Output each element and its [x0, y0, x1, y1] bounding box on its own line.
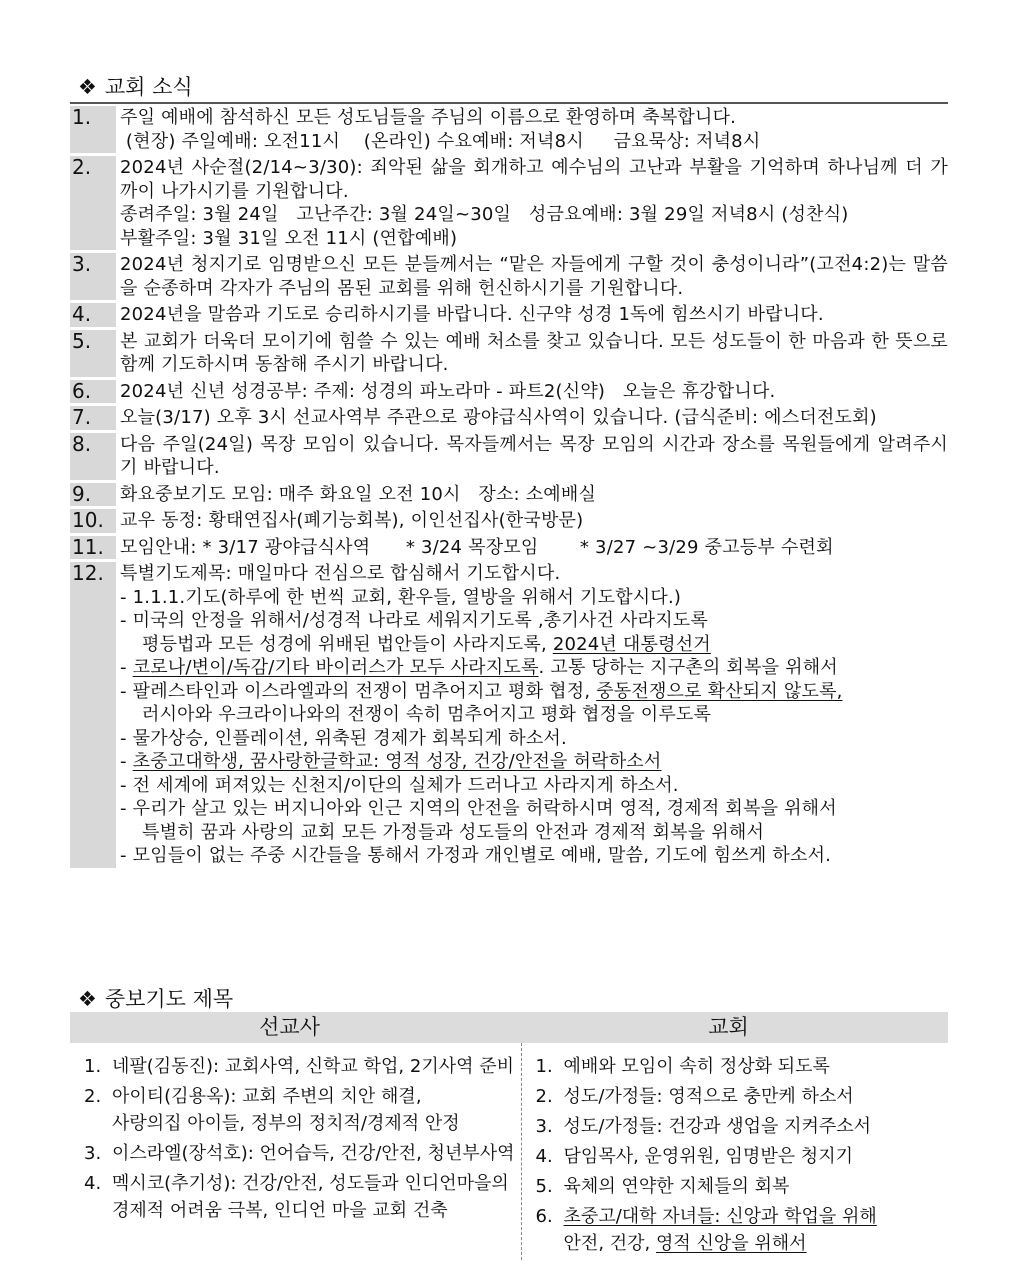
news-section-title: ❖ 교회 소식	[78, 75, 193, 99]
item-number: 5.	[70, 330, 116, 377]
item-text: 주일 예배에 참석하신 모든 성도님들을 주님의 이름으로 환영하며 축복합니다.	[120, 107, 737, 128]
item-text: 다음 주일(24일) 목장 모임이 있습니다. 목자들께서는 목장 모임의 시간과 장소를 목원들에게 알려주시기 바랍니다.	[120, 433, 948, 478]
prayer-line: - 물가상승, 인플레이션, 위축된 경제가 회복되게 하소서.	[120, 727, 567, 749]
prayer-line: - 팔레스타인과 이스라엘과의 전쟁이 멈추어지고 평화 협정, 중동전쟁으로 확산되지 않도록,	[120, 680, 843, 702]
church-column-header: 교회	[708, 1015, 749, 1039]
item-text: 2024년 청지기로 임명받으신 모든 분들께서는 “맡은 자들에게 구할 것이 충성이니라”(고전4:2)는 말씀을 순종하며 각자가 주님의 몸된 교회를 위해 헌신하시기를 기원합니다.	[120, 254, 948, 299]
news-list	[70, 106, 948, 868]
prayer-line: - 우리가 살고 있는 버지니아와 인근 지역의 안전을 허락하시며 영적, 경제적 회복을 위해서	[120, 798, 837, 819]
news-item	[70, 106, 948, 153]
item-text: 2024년을 말씀과 기도로 승리하시기를 바랍니다. 신구약 성경 1독에 힘쓰시기 바랍니다.	[120, 304, 824, 325]
item-number: 9.	[70, 483, 116, 507]
item-text: 종려주일: 3월 24일 고난주간: 3월 24일~30일 성금요예배: 3월 29일 저녁8시 (성찬식)	[120, 204, 849, 225]
list-item: 2. 아이티(김용옥): 교회 주변의 치안 해결, 사랑의집 아이들, 정부의 정치적/경제적 안정	[84, 1086, 460, 1134]
prayer-line: 러시아와 우크라이나와의 전쟁이 속히 멈추어지고 평화 협정을 이루도록	[142, 704, 712, 725]
news-item	[70, 506, 948, 533]
item-number: 11.	[70, 536, 116, 560]
prayer-table-header	[70, 1012, 948, 1043]
item-number: 6.	[70, 380, 116, 404]
missionary-column-header: 선교사	[259, 1015, 320, 1039]
prayer-line: - 전 세계에 퍼져있는 신천지/이단의 실체가 드러나고 사라지게 하소서.	[120, 774, 679, 796]
church-prayer-list	[522, 1043, 948, 1260]
news-item	[70, 250, 948, 300]
prayer-line: - 모임들이 없는 주중 시간들을 통해서 가정과 개인별로 예배, 말씀, 기도에 힘쓰게 하소서.	[120, 845, 832, 866]
item-number: 4.	[70, 303, 116, 327]
missionary-prayer-list	[70, 1043, 522, 1260]
diamond-bullet-icon: ❖	[78, 987, 97, 1011]
item-text: 교우 동정: 황태연집사(폐기능회복), 이인선집사(한국방문)	[120, 510, 584, 531]
list-item: 3. 이스라엘(장석호): 언어습득, 건강/안전, 청년부사역	[84, 1143, 515, 1164]
item-number: 8.	[70, 433, 116, 480]
item-text: 2024년 신년 성경공부: 주제: 성경의 파노라마 - 파트2(신약) 오늘은 휴강합니다.	[120, 380, 776, 402]
list-item: 2. 성도/가정들: 영적으로 충만케 하소서	[535, 1086, 854, 1107]
item-number: 3.	[70, 253, 116, 300]
prayer-line: - 1.1.1.기도(하루에 한 번씩 교회, 환우들, 열방을 위해서 기도합시다.)	[120, 586, 682, 608]
prayer-line: - 코로나/변이/독감/기타 바이러스가 모두 사라지도록. 고통 당하는 지구촌의 회복을 위해서	[120, 657, 838, 678]
item-number: 1.	[70, 106, 116, 153]
prayer-line: - 초중고대학생, 꿈사랑한글학교: 영적 성장, 건강/안전을 허락하소서	[120, 751, 662, 772]
news-item	[70, 430, 948, 480]
diamond-bullet-icon: ❖	[78, 75, 97, 99]
news-item	[70, 327, 948, 377]
item-text: 특별기도제목: 매일마다 전심으로 합심해서 기도합시다.	[120, 563, 561, 584]
list-item: 1. 예배와 모임이 속히 정상화 되도록	[535, 1056, 830, 1077]
news-item	[70, 300, 948, 327]
item-number: 7.	[70, 406, 116, 430]
list-item: 6. 초중고/대학 자녀들: 신앙과 학업을 위해 안전, 건강, 영적 신앙을 위해서	[535, 1206, 877, 1254]
list-item: 3. 성도/가정들: 건강과 생업을 지켜주소서	[535, 1116, 872, 1137]
item-text: 화요중보기도 모임: 매주 화요일 오전 10시 장소: 소예배실	[120, 483, 597, 505]
item-text: 본 교회가 더욱더 모이기에 힘쓸 수 있는 예배 처소를 찾고 있습니다. 모든 성도들이 한 마음과 한 뜻으로 함께 기도하시며 동참해 주시기 바랍니다.	[120, 330, 948, 375]
news-item	[70, 480, 948, 507]
item-text: 2024년 사순절(2/14~3/30): 죄악된 삶을 회개하고 예수님의 고난과 부활을 기억하며 하나님께 더 가까이 나가시기를 기원합니다.	[120, 157, 948, 202]
prayer-table	[70, 1012, 948, 1260]
list-item: 4. 멕시코(추기성): 건강/안전, 성도들과 인디언마을의 경제적 어려움 극복, 인디언 마을 교회 건축	[84, 1173, 509, 1221]
prayer-line: 특별히 꿈과 사랑의 교회 모든 가정들과 성도들의 안전과 경제적 회복을 위해서	[142, 821, 765, 843]
list-item: 4. 담임목사, 운영위원, 임명받은 청지기	[535, 1146, 853, 1167]
section-divider	[70, 102, 948, 104]
news-item	[70, 153, 948, 250]
list-item: 5. 육체의 연약한 지체들의 회복	[535, 1176, 790, 1197]
item-text: 부활주일: 3월 31일 오전 11시 (연합예배)	[120, 227, 458, 249]
list-item: 1. 네팔(김동진): 교회사역, 신학교 학업, 2기사역 준비	[84, 1056, 514, 1077]
item-text: 모임안내: * 3/17 광야급식사역 * 3/24 목장모임 * 3/27 ~3/29 중고등부 수련회	[120, 536, 834, 558]
news-item	[70, 377, 948, 404]
item-text: (현장) 주일예배: 오전11시 (온라인) 수요예배: 저녁8시 금요묵상: 저녁8시	[120, 130, 761, 152]
news-item-prayer-topics	[70, 559, 948, 868]
prayer-line: 평등법과 모든 성경에 위배된 법안들이 사라지도록, 2024년 대통령선거	[142, 633, 711, 655]
news-item	[70, 533, 948, 560]
item-text: 오늘(3/17) 오후 3시 선교사역부 주관으로 광야급식사역이 있습니다. (급식준비: 에스더전도회)	[120, 407, 877, 428]
news-item	[70, 403, 948, 430]
item-number: 12.	[70, 562, 116, 868]
item-number: 10.	[70, 509, 116, 533]
prayer-section-title: ❖ 중보기도 제목	[78, 987, 234, 1011]
item-number: 2.	[70, 156, 116, 250]
prayer-line: - 미국의 안정을 위해서/성경적 나라로 세워지기도록 ,총기사건 사라지도록	[120, 610, 708, 631]
